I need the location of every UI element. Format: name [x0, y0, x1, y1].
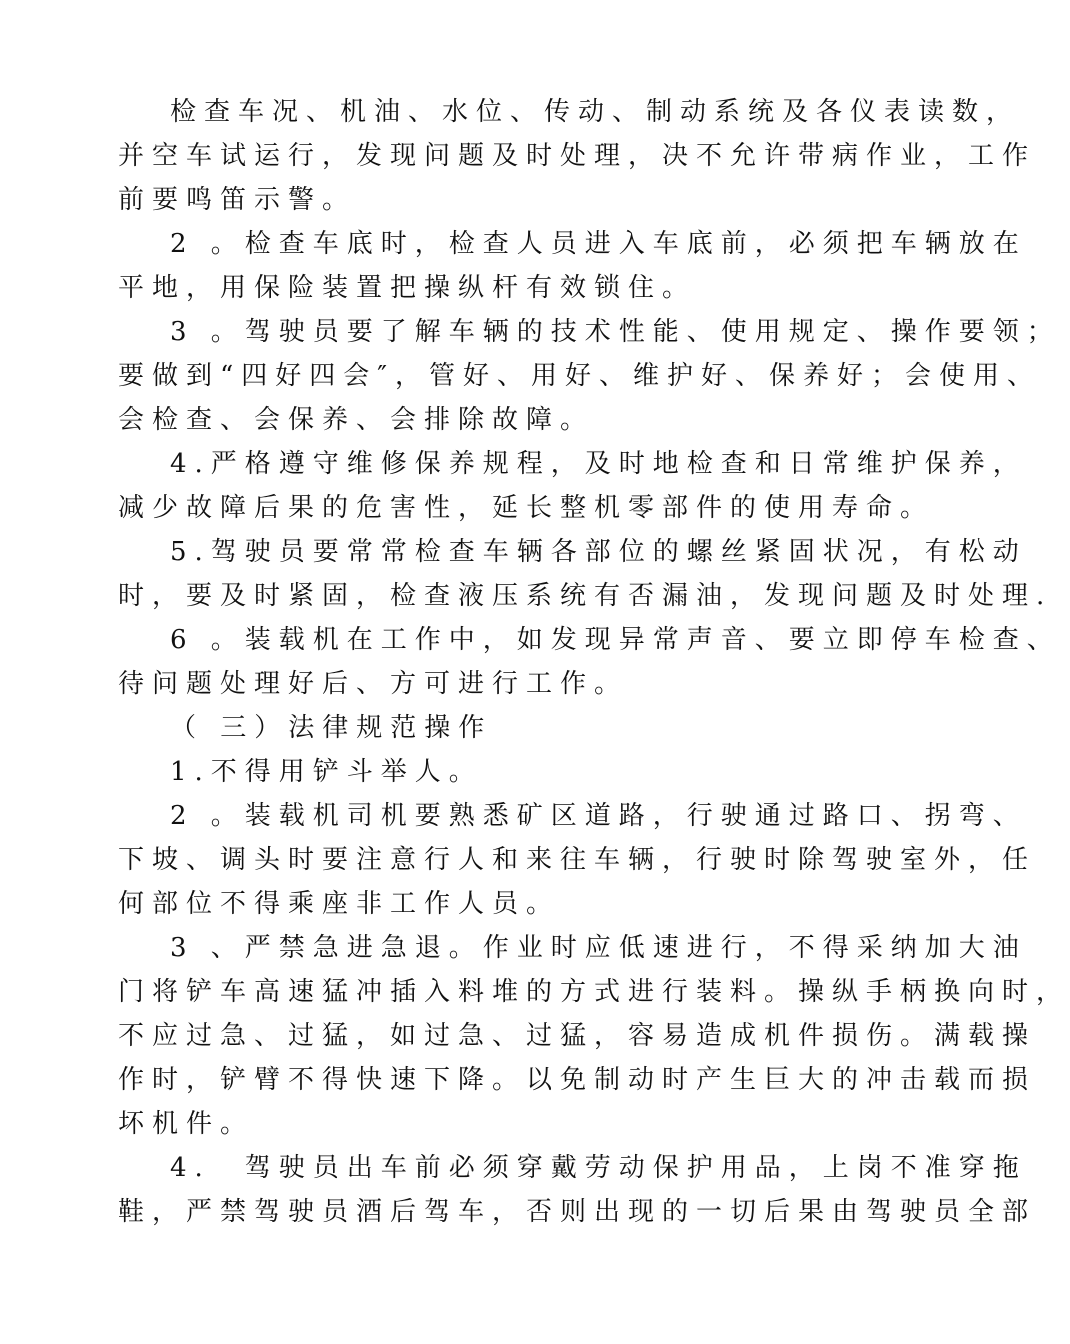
text-line: 作时，铲臂不得快速下降。以免制动时产生巨大的冲击载而损: [118, 1065, 1037, 1095]
text-line: 平地，用保险装置把操纵杆有效锁住。: [118, 273, 697, 303]
text-line: 5.驾驶员要常常检查车辆各部位的螺丝紧固状况，有松动: [170, 537, 1027, 567]
text-line: 下坡、调头时要注意行人和来往车辆，行驶时除驾驶室外，任: [118, 845, 1037, 875]
text-line: 3 、严禁急进急退。作业时应低速进行，不得采纳加大油: [170, 933, 1027, 963]
text-line: 时，要及时紧固，检查液压系统有否漏油，发现问题及时处理.: [118, 581, 1053, 611]
text-line: 4. 驾驶员出车前必须穿戴劳动保护用品，上岗不准穿拖: [170, 1153, 1027, 1183]
text-line: 并空车试运行，发现问题及时处理，决不允许带病作业，工作: [118, 141, 1037, 171]
text-line: 不应过急、过猛，如过急、过猛，容易造成机件损伤。满载操: [118, 1021, 1037, 1051]
text-line: 待问题处理好后、方可进行工作。: [118, 669, 629, 699]
text-line: 1.不得用铲斗举人。: [170, 757, 483, 787]
text-line: 2 。装载机司机要熟悉矿区道路，行驶通过路口、拐弯、: [170, 801, 1027, 831]
text-line: 鞋，严禁驾驶员酒后驾车，否则出现的一切后果由驾驶员全部: [118, 1197, 1037, 1227]
text-line: 6 。装载机在工作中，如发现异常声音、要立即停车检查、: [170, 625, 1061, 655]
text-line: 坏机件。: [118, 1109, 255, 1139]
text-line: 2 。检查车底时，检查人员进入车底前，必须把车辆放在: [170, 229, 1027, 259]
text-line: 减少故障后果的危害性，延长整机零部件的使用寿命。: [118, 493, 935, 523]
text-line: 3 。驾驶员要了解车辆的技术性能、使用规定、操作要领；: [170, 317, 1061, 347]
text-line: 门将铲车高速猛冲插入料堆的方式进行装料。操纵手柄换向时，: [118, 977, 1070, 1007]
text-line: 会检查、会保养、会排除故障。: [118, 405, 595, 435]
text-line: 前要鸣笛示警。: [118, 185, 357, 215]
section-heading: （ 三）法律规范操作: [170, 713, 493, 743]
text-line: 4.严格遵守维修保养规程，及时地检查和日常维护保养，: [170, 449, 1027, 479]
text-line: 何部位不得乘座非工作人员。: [118, 889, 561, 919]
text-line: 要做到“四好四会″，管好、用好、维护好、保养好；会使用、: [118, 361, 1042, 391]
text-line: 检查车况、机油、水位、传动、制动系统及各仪表读数，: [170, 97, 1021, 127]
